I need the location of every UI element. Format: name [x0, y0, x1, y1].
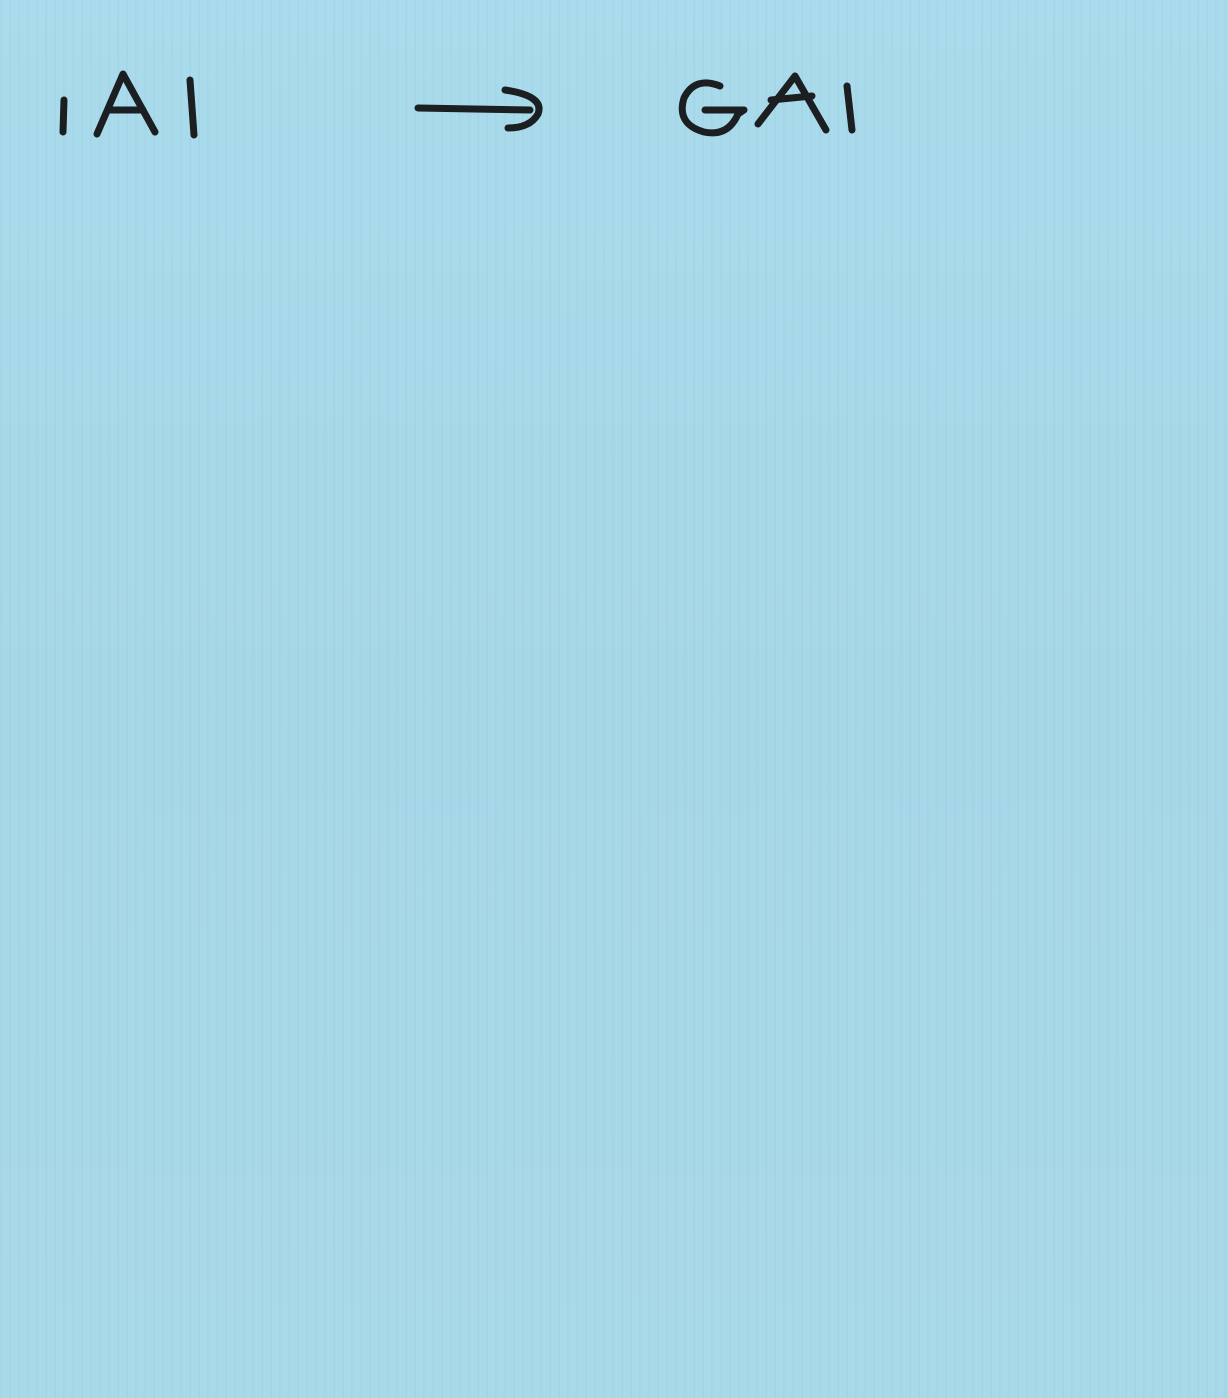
- to-letter-a: [758, 76, 826, 130]
- to-letter-a-bar: [771, 96, 812, 100]
- to-letter-g: [682, 83, 744, 133]
- to-term-handwriting: [0, 0, 1228, 200]
- to-letter-i: [847, 86, 852, 130]
- note-text-line: [0, 0, 1228, 200]
